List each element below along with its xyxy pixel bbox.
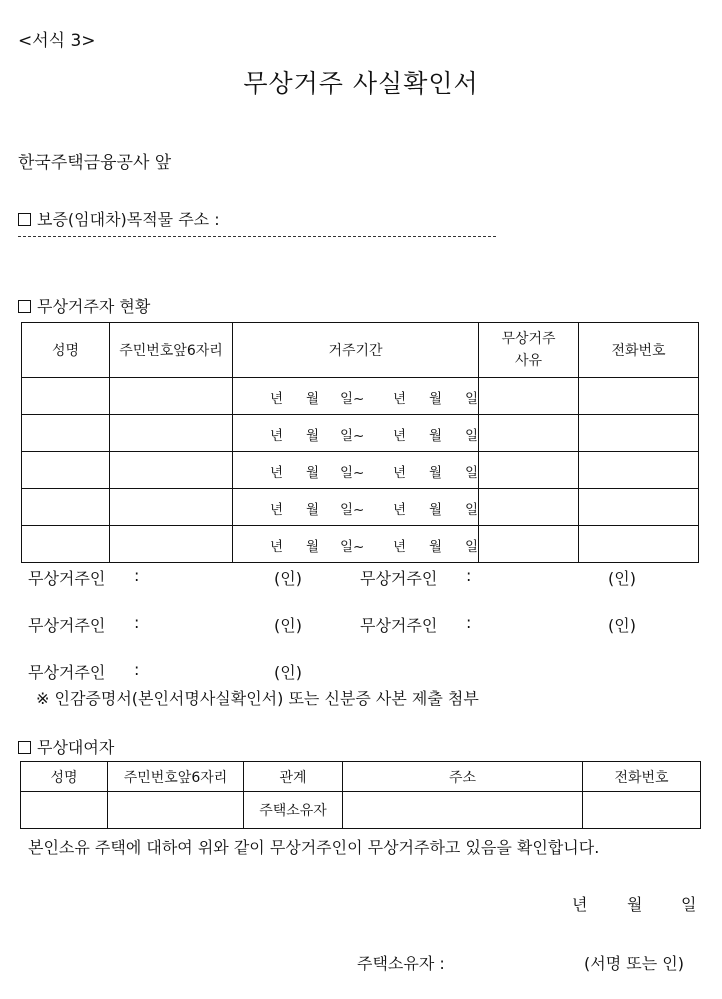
col-reason <box>479 323 579 378</box>
signature-colon: : <box>134 613 140 632</box>
date-day: 일 <box>681 895 697 914</box>
period-marker: 년 <box>270 428 284 444</box>
attachment-note: ※ 인감증명서(본인서명사실확인서) 또는 신분증 사본 제출 첨부 <box>36 689 479 708</box>
period-marker: 일 <box>465 539 479 555</box>
resident-phone-cell[interactable] <box>579 489 699 526</box>
lender-section-heading <box>18 735 114 758</box>
signature-seal: (인) <box>274 616 302 635</box>
signature-seal: (인) <box>608 616 636 635</box>
resident-name-cell[interactable] <box>22 452 110 489</box>
period-marker: 월 <box>429 502 443 518</box>
resident-name-cell[interactable] <box>22 489 110 526</box>
signature-label: 무상거주인 <box>28 569 106 588</box>
period-marker: 월 <box>306 428 320 444</box>
col-period: 거주기간 <box>233 323 479 378</box>
checkbox-square-icon <box>18 213 31 226</box>
period-marker: 년 <box>393 465 407 481</box>
lender-address-cell[interactable] <box>343 792 583 829</box>
period-marker: 일 <box>465 502 479 518</box>
period-marker: 년 <box>270 539 284 555</box>
period-marker: 일~ <box>340 428 365 444</box>
col-phone: 전화번호 <box>579 323 699 378</box>
resident-row <box>22 526 699 563</box>
period-marker: 월 <box>306 391 320 407</box>
signature-label: 무상거주인 <box>28 663 106 682</box>
residents-section-heading <box>18 294 150 317</box>
signature-colon: : <box>466 613 472 632</box>
address-section-heading <box>18 207 220 230</box>
resident-id6-cell[interactable] <box>110 378 233 415</box>
date-year: 년 <box>572 895 588 914</box>
lender-col-id6: 주민번호앞6자리 <box>108 762 244 792</box>
residents-table <box>21 322 699 563</box>
period-marker: 년 <box>270 391 284 407</box>
resident-reason-cell[interactable] <box>479 526 579 563</box>
period-marker: 년 <box>393 502 407 518</box>
resident-period-cell <box>233 489 479 526</box>
residents-body <box>22 378 699 563</box>
resident-name-cell[interactable] <box>22 415 110 452</box>
resident-id6-cell[interactable] <box>110 526 233 563</box>
resident-id6-cell[interactable] <box>110 452 233 489</box>
period-marker: 월 <box>429 539 443 555</box>
owner-signature-seal: (서명 또는 인) <box>584 954 684 973</box>
date-month: 월 <box>627 895 643 914</box>
signature-colon: : <box>134 566 140 585</box>
resident-row <box>22 378 699 415</box>
col-reason-line2: 사유 <box>514 353 543 369</box>
resident-name-cell[interactable] <box>22 378 110 415</box>
period-marker: 월 <box>429 428 443 444</box>
signature-colon: : <box>134 660 140 679</box>
resident-row <box>22 415 699 452</box>
resident-row <box>22 452 699 489</box>
confirmation-statement: 본인소유 주택에 대하여 위와 같이 무상거주인이 무상거주하고 있음을 확인합니다. <box>28 838 600 857</box>
period-marker: 일 <box>465 391 479 407</box>
lender-col-phone: 전화번호 <box>583 762 701 792</box>
checkbox-square-icon <box>18 741 31 754</box>
resident-phone-cell[interactable] <box>579 526 699 563</box>
period-marker: 월 <box>429 465 443 481</box>
period-marker: 일~ <box>340 539 365 555</box>
period-marker: 년 <box>393 428 407 444</box>
period-marker: 월 <box>306 502 320 518</box>
lender-row <box>21 792 701 829</box>
col-id6: 주민번호앞6자리 <box>110 323 233 378</box>
signature-seal: (인) <box>274 663 302 682</box>
resident-reason-cell[interactable] <box>479 415 579 452</box>
period-marker: 월 <box>306 539 320 555</box>
addressee: 한국주택금융공사 앞 <box>18 153 172 173</box>
signature-label: 무상거주인 <box>28 616 106 635</box>
col-reason-line1: 무상거주 <box>501 331 556 347</box>
signature-label: 무상거주인 <box>360 569 438 588</box>
signature-colon: : <box>466 566 472 585</box>
resident-phone-cell[interactable] <box>579 378 699 415</box>
resident-period-cell <box>233 378 479 415</box>
resident-reason-cell[interactable] <box>479 452 579 489</box>
residents-header-row <box>22 323 699 378</box>
period-marker: 년 <box>270 502 284 518</box>
address-blank-line <box>18 236 496 237</box>
lender-relation-cell: 주택소유자 <box>244 792 343 829</box>
resident-reason-cell[interactable] <box>479 489 579 526</box>
period-marker: 년 <box>393 391 407 407</box>
resident-period-cell <box>233 526 479 563</box>
lender-header-row <box>21 762 701 792</box>
form-number: <서식 3> <box>18 31 96 51</box>
lender-col-address: 주소 <box>343 762 583 792</box>
resident-row <box>22 489 699 526</box>
resident-period-cell <box>233 452 479 489</box>
lender-table <box>20 761 701 829</box>
resident-reason-cell[interactable] <box>479 378 579 415</box>
period-marker: 일~ <box>340 465 365 481</box>
resident-phone-cell[interactable] <box>579 415 699 452</box>
col-name: 성명 <box>22 323 110 378</box>
resident-period-cell <box>233 415 479 452</box>
lender-label: 무상대여자 <box>37 738 115 757</box>
owner-signature-label: 주택소유자 : <box>357 954 445 973</box>
resident-name-cell[interactable] <box>22 526 110 563</box>
signature-seal: (인) <box>608 569 636 588</box>
lender-name-cell[interactable] <box>21 792 108 829</box>
period-marker: 일 <box>465 465 479 481</box>
period-marker: 월 <box>306 465 320 481</box>
checkbox-square-icon <box>18 300 31 313</box>
lender-id6-cell[interactable] <box>108 792 244 829</box>
lender-col-name: 성명 <box>21 762 108 792</box>
signature-seal: (인) <box>274 569 302 588</box>
period-marker: 년 <box>270 465 284 481</box>
document-title: 무상거주 사실확인서 <box>243 69 479 98</box>
resident-id6-cell[interactable] <box>110 415 233 452</box>
period-marker: 년 <box>393 539 407 555</box>
period-marker: 일 <box>465 428 479 444</box>
period-marker: 일~ <box>340 502 365 518</box>
lender-col-relation: 관계 <box>244 762 343 792</box>
period-marker: 일~ <box>340 391 365 407</box>
resident-id6-cell[interactable] <box>110 489 233 526</box>
address-label: 보증(임대차)목적물 주소 : <box>37 210 220 229</box>
resident-phone-cell[interactable] <box>579 452 699 489</box>
lender-phone-cell[interactable] <box>583 792 701 829</box>
residents-label: 무상거주자 현황 <box>37 297 151 316</box>
signature-label: 무상거주인 <box>360 616 438 635</box>
period-marker: 월 <box>429 391 443 407</box>
